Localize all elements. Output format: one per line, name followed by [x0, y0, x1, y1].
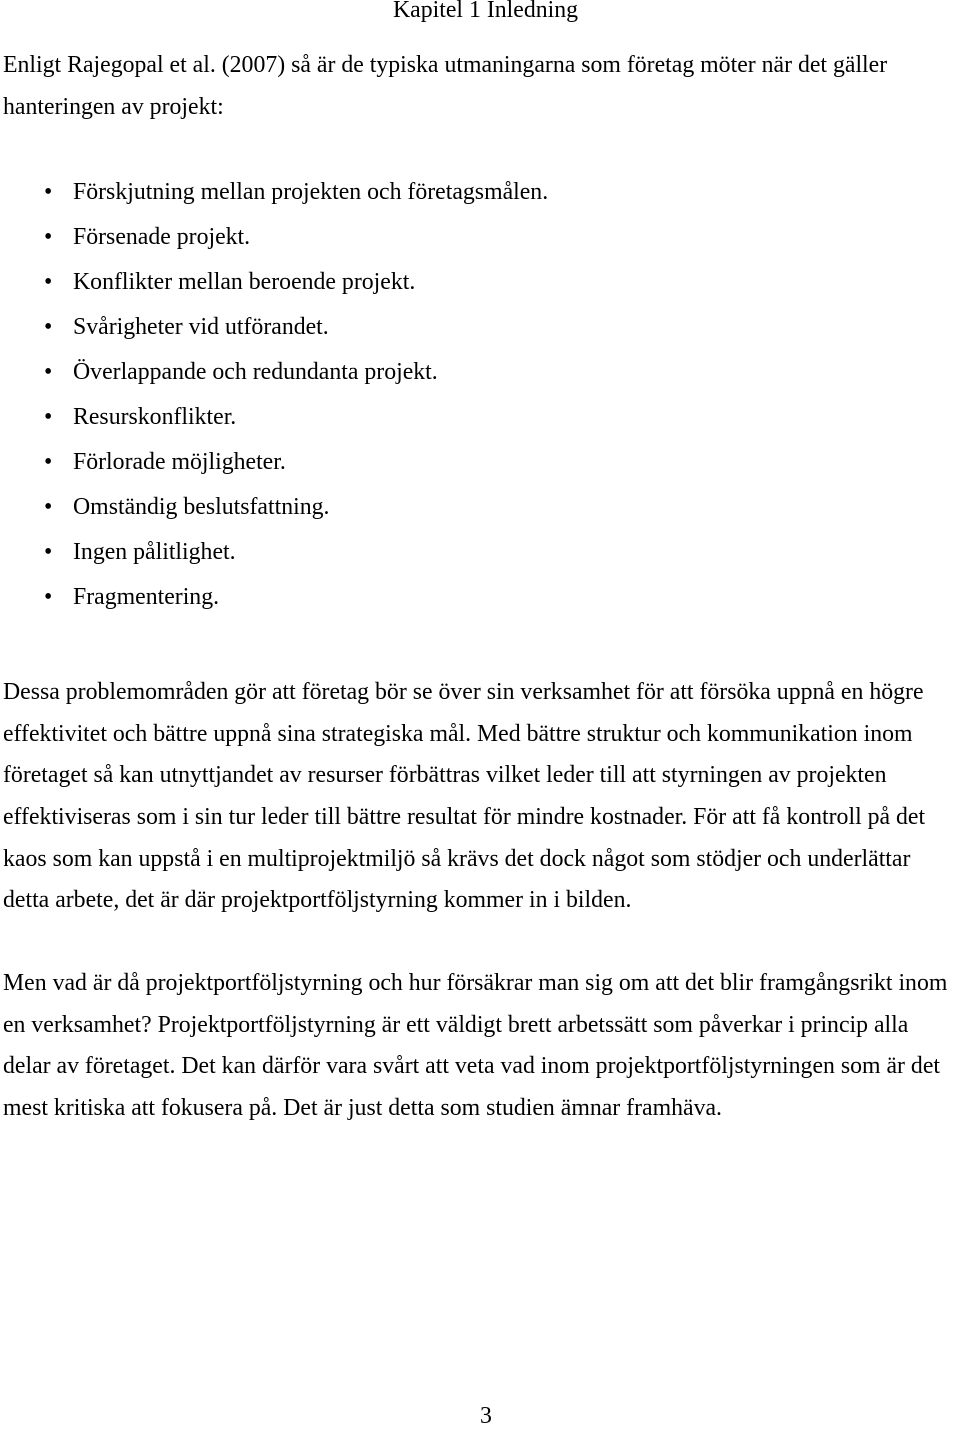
- list-item-text: Förskjutning mellan projekten och företagsmålen.: [73, 179, 549, 205]
- bullet-icon: •: [44, 269, 53, 295]
- bullet-icon: •: [44, 404, 53, 430]
- list-item-text: Konflikter mellan beroende projekt.: [73, 269, 416, 295]
- list-item-text: Överlappande och redundanta projekt.: [73, 359, 438, 385]
- paragraph-line: effektivitet och bättre uppnå sina strategiska mål. Med bättre struktur och kommunikation inom: [3, 720, 913, 747]
- paragraph-line: en verksamhet? Projektportföljstyrning är ett väldigt brett arbetssätt som påverkar i princip alla: [3, 1011, 909, 1038]
- list-item-text: Försenade projekt.: [73, 224, 251, 250]
- body-paragraph-problem-areas: [3, 672, 925, 922]
- list-item: [3, 485, 548, 530]
- list-item-text: Ingen pålitlighet.: [73, 539, 236, 565]
- list-item-text: Omständig beslutsfattning.: [73, 494, 330, 520]
- intro-line: hanteringen av projekt:: [3, 94, 224, 120]
- list-item: [3, 260, 548, 305]
- bullet-icon: •: [44, 449, 53, 475]
- bullet-icon: •: [44, 539, 53, 565]
- list-item: [3, 395, 548, 440]
- bullet-icon: •: [44, 359, 53, 385]
- list-item: [3, 305, 548, 350]
- intro-line: Enligt Rajegopal et al. (2007) så är de typiska utmaningarna som företag möter när det gäller: [3, 52, 888, 78]
- paragraph-line: delar av företaget. Det kan därför vara svårt att veta vad inom projektportföljstyrningen som är det: [3, 1053, 940, 1080]
- list-item: [3, 530, 548, 575]
- list-item-text: Resurskonflikter.: [73, 404, 237, 430]
- intro-paragraph: [3, 44, 887, 128]
- list-item: [3, 575, 548, 620]
- list-item: [3, 350, 548, 395]
- list-item: [3, 170, 548, 215]
- bullet-icon: •: [44, 494, 53, 520]
- bullet-icon: •: [44, 584, 53, 610]
- list-item-text: Förlorade möjligheter.: [73, 449, 286, 475]
- paragraph-line: detta arbete, det är där projektportföljstyrning kommer in i bilden.: [3, 887, 632, 914]
- list-item-text: Fragmentering.: [73, 584, 220, 610]
- paragraph-line: effektiviseras som i sin tur leder till bättre resultat för mindre kostnader. För att få kontroll på det: [3, 803, 926, 830]
- paragraph-line: mest kritiska att fokusera på. Det är just detta som studien ämnar framhäva.: [3, 1094, 722, 1121]
- list-item: [3, 440, 548, 485]
- paragraph-line: Men vad är då projektportföljstyrning och hur försäkrar man sig om att det blir framgångsrikt inom: [3, 970, 948, 996]
- paragraph-line: Dessa problemområden gör att företag bör se över sin verksamhet för att försöka uppnå en högre: [3, 679, 924, 705]
- chapter-heading: Kapitel 1 Inledning: [393, 0, 579, 23]
- challenge-list: [3, 170, 548, 620]
- page-number: 3: [480, 1403, 492, 1429]
- body-paragraph-portfolio-question: [3, 963, 947, 1130]
- bullet-icon: •: [44, 314, 53, 340]
- paragraph-line: kaos som kan uppstå i en multiprojektmiljö så krävs det dock något som stödjer och underlättar: [3, 845, 911, 872]
- list-item-text: Svårigheter vid utförandet.: [73, 314, 329, 340]
- bullet-icon: •: [44, 224, 53, 250]
- bullet-icon: •: [44, 179, 53, 205]
- list-item: [3, 215, 548, 260]
- paragraph-line: företaget så kan utnyttjandet av resurser förbättras vilket leder till att styrningen av projekten: [3, 762, 887, 789]
